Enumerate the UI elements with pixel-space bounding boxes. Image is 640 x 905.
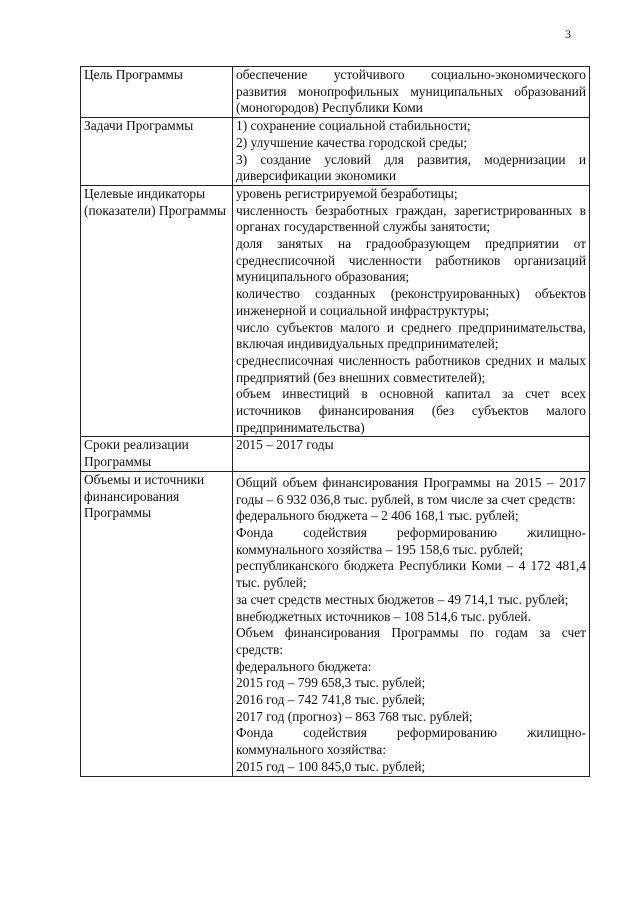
row-label-goal: Цель Программы: [81, 67, 233, 118]
row-content-funding: [233, 471, 590, 776]
table-row-goal: [81, 67, 590, 118]
table-row-timeline: [81, 437, 590, 471]
content-line: внебюджетных источников – 108 514,6 тыс. рублей.: [236, 608, 531, 624]
content-line: 2) улучшение качества городской среды;: [236, 134, 468, 150]
table-row-indicators: [81, 185, 590, 437]
content-line: объем инвестиций в основной капитал за счет всех источников финансирования (без субъектов малого предпринимательства): [236, 386, 586, 435]
table-row-tasks: [81, 118, 590, 186]
content-line: обеспечение устойчивого социально-экономического развития монопрофильных муниципальных образований (моногородов) Республики Коми: [236, 67, 586, 116]
row-content-indicators: [233, 185, 590, 437]
page-number: 3: [565, 27, 571, 41]
content-line: 2015 год – 799 658,3 тыс. рублей;: [236, 675, 426, 691]
row-label-funding: Объемы и источники финансирования Программы: [81, 471, 233, 776]
row-content-goal: [233, 67, 590, 118]
row-label-indicators: Целевые индикаторы (показатели) Программы: [81, 185, 233, 437]
row-label-tasks: Задачи Программы: [81, 118, 233, 186]
content-line: уровень регистрируемой безработицы;: [236, 185, 458, 201]
content-line: количество созданных (реконструированных) объектов инженерной и социальной инфраструктуры;: [236, 286, 586, 318]
content-line: доля занятых на градообразующем предприятии от среднесписочной численности работников организаций муниципального образования;: [236, 236, 586, 285]
content-line: федерального бюджета:: [236, 658, 372, 674]
content-line: республиканского бюджета Республики Коми – 4 172 481,4 тыс. рублей;: [236, 558, 586, 591]
content-line: 1) сохранение социальной стабильности;: [236, 118, 471, 134]
content-line: Фонда содействия реформированию жилищно-коммунального хозяйства – 195 158,6 тыс. рублей;: [236, 524, 586, 557]
content-line: Фонда содействия реформированию жилищно-коммунального хозяйства:: [236, 725, 586, 758]
table-row-funding: [81, 471, 590, 776]
content-line: 3) создание условий для развития, модернизации и диверсификации экономики: [236, 151, 586, 184]
content-line: 2017 год (прогноз) – 863 768 тыс. рублей;: [236, 708, 473, 724]
content-line: среднесписочная численность работников средних и малых предприятий (без внешних совместителей);: [236, 352, 586, 385]
content-line: число субъектов малого и среднего предпринимательства, включая индивидуальных предпринимателей;: [236, 319, 586, 352]
program-passport-table: [80, 66, 590, 777]
content-line: численность безработных граждан, зарегистрированных в органах государственной службы занятости;: [236, 202, 586, 235]
content-line: 2016 год – 742 741,8 тыс. рублей;: [236, 692, 426, 708]
content-line: Объем финансирования Программы по годам за счет средств:: [236, 625, 586, 657]
content-line: Общий объем финансирования Программы на 2015 – 2017 годы – 6 932 036,8 тыс. рублей, в том числе за счет средств:: [236, 474, 586, 507]
content-line: федерального бюджета – 2 406 168,1 тыс. рублей;: [236, 508, 519, 524]
content-line: 2015 год – 100 845,0 тыс. рублей;: [236, 758, 426, 774]
content-line: 2015 – 2017 годы: [236, 437, 334, 453]
row-label-timeline: Сроки реализации Программы: [81, 437, 233, 471]
row-content-tasks: [233, 118, 590, 186]
content-line: за счет средств местных бюджетов – 49 714,1 тыс. рублей;: [236, 591, 569, 607]
row-content-timeline: [233, 437, 590, 471]
